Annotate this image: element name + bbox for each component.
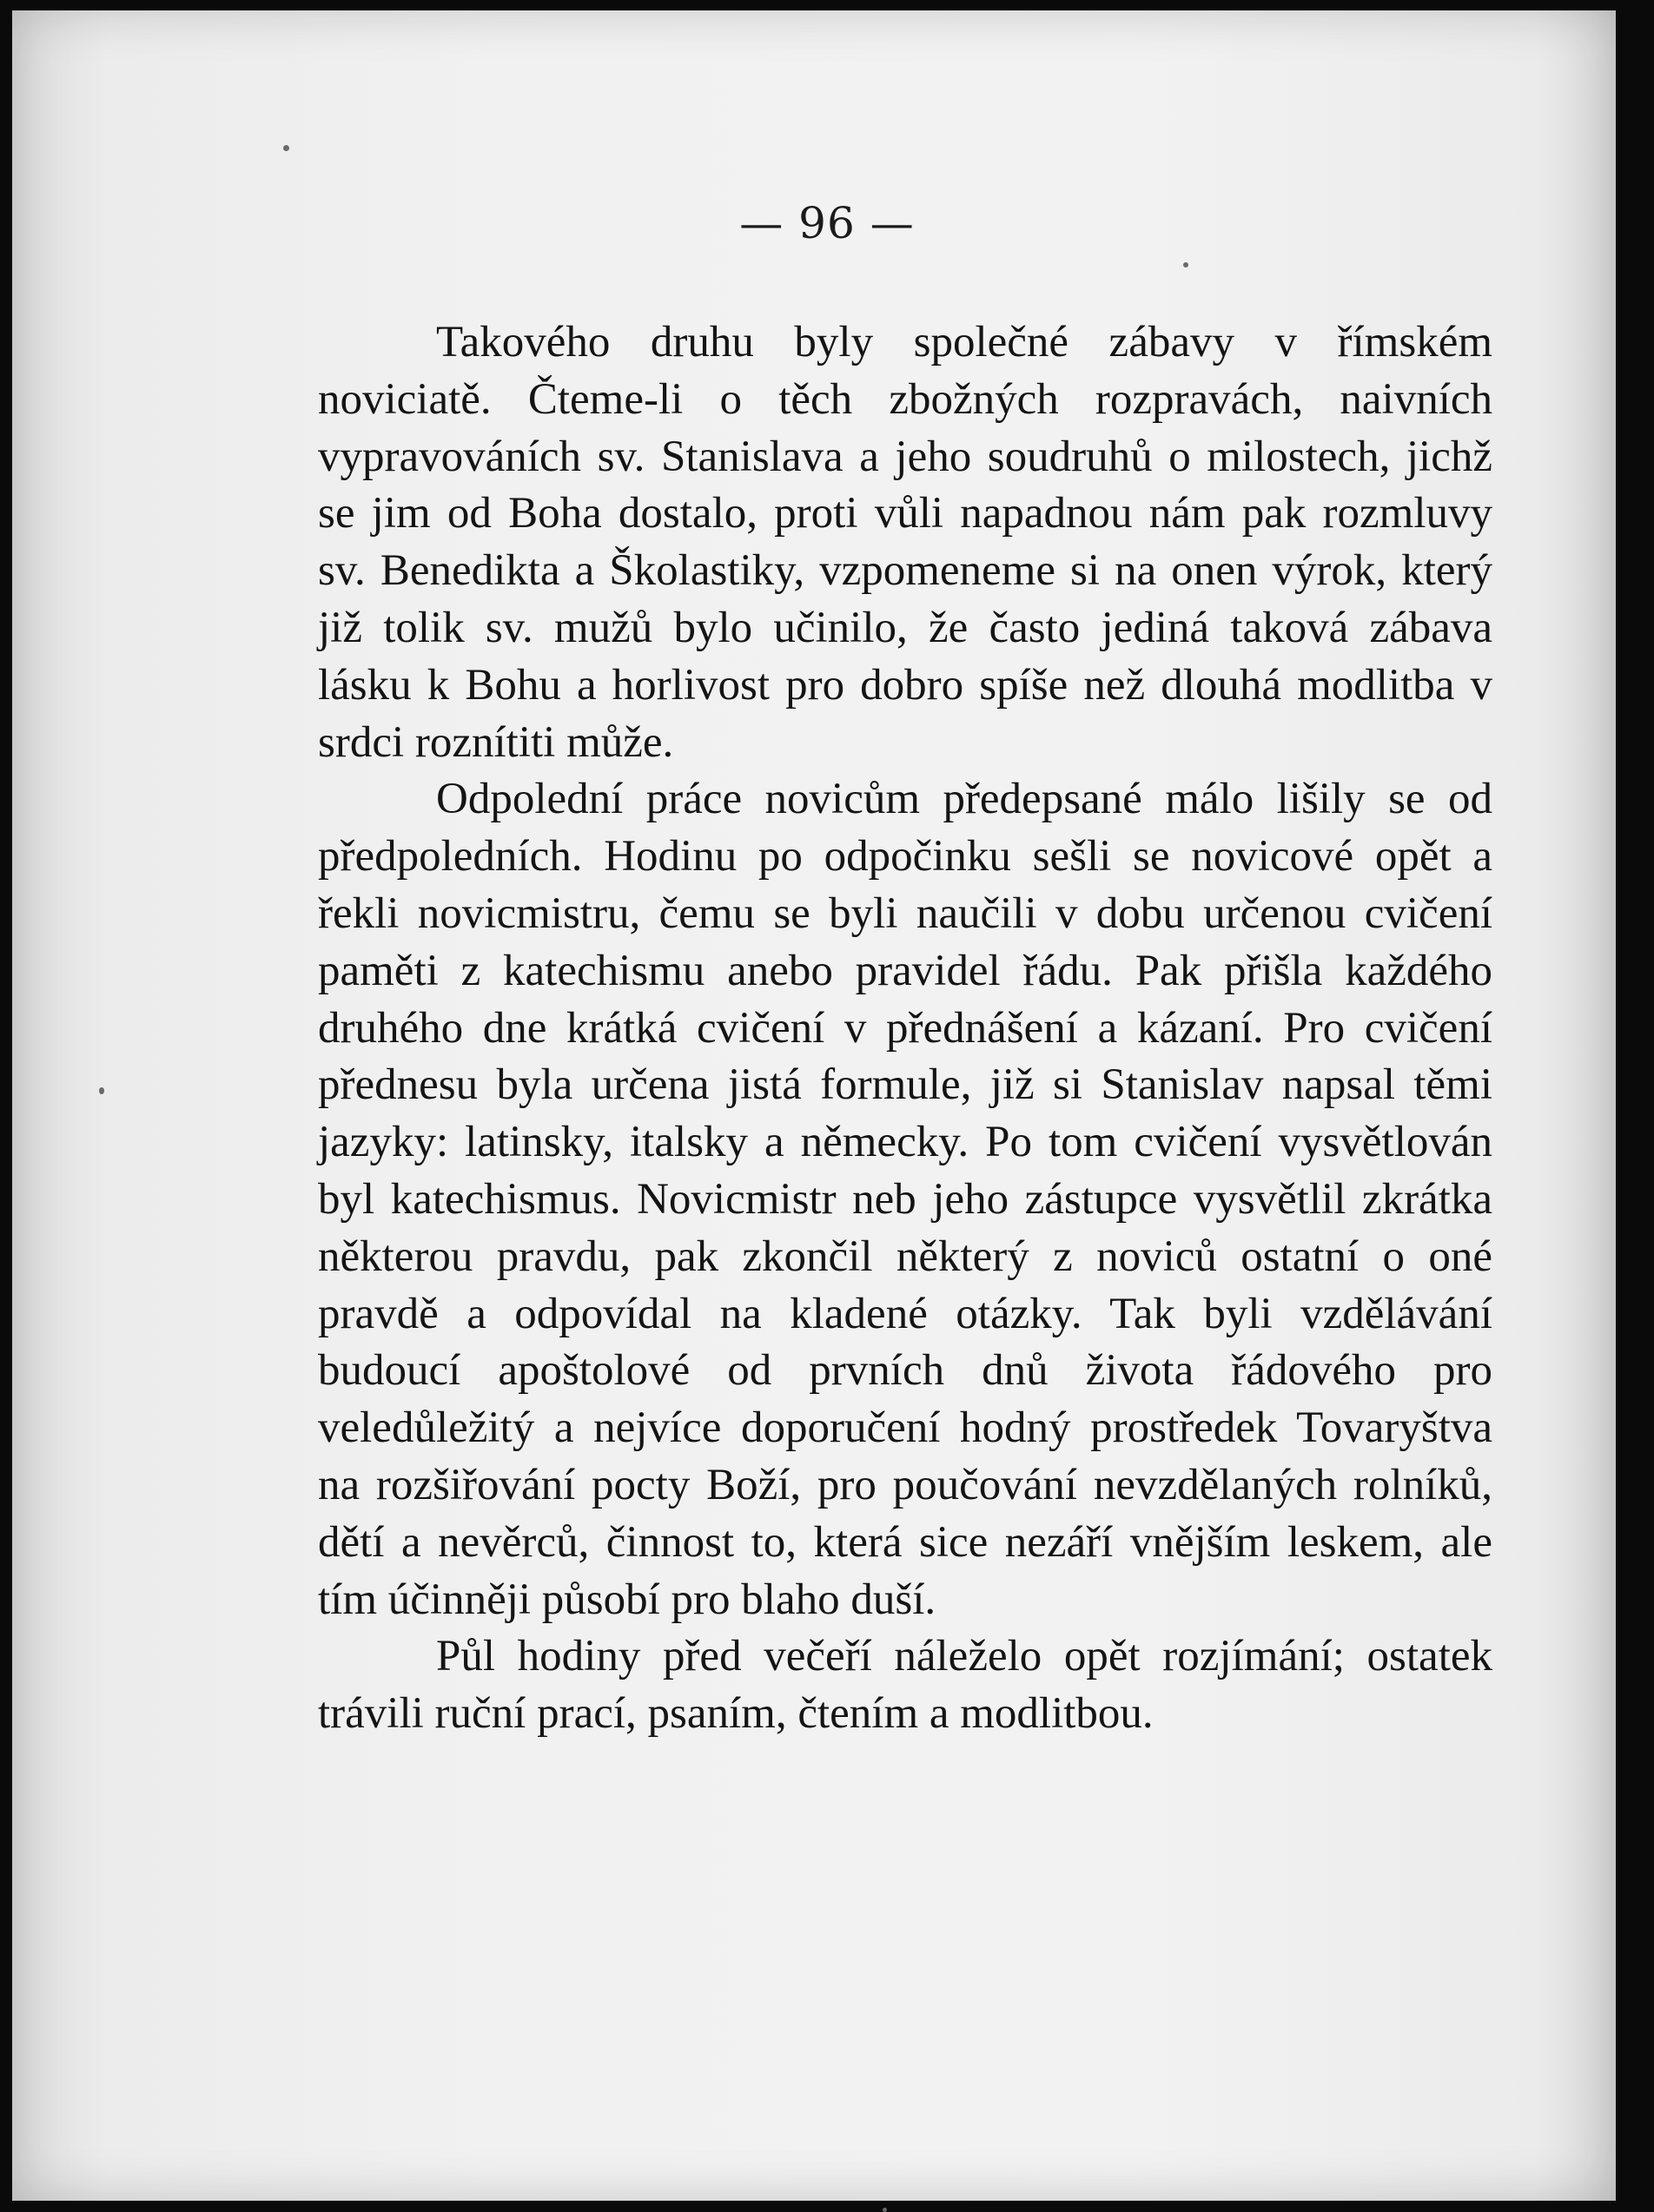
paragraph-3: Půl hodiny před večeří náleželo opět rozjímání; ostatek trávili ruční prací, psaním, čtením a modlitbou. bbox=[318, 1632, 1492, 1739]
body-text bbox=[318, 314, 1492, 1743]
paragraph-1: Takového druhu byly společné zábavy v římském noviciatě. Čteme-li o těch zbožných rozpravách, naivních vypravováních sv. Stanislava a jeho soudruhů o milostech, jichž se jim od Boha dostalo, proti vůli napadnou nám pak rozmluvy sv. Benedikta a Školastiky, vzpomeneme si na onen výrok, který již tolik sv. mužů bylo učinilo, že často jediná taková zábava lásku k Bohu a horlivost pro dobro spíše než dlouhá modlitba v srdci roznítiti může. bbox=[318, 318, 1492, 767]
paper-speck bbox=[99, 1087, 104, 1094]
paragraph-2: Odpolední práce novicům předepsané málo lišily se od předpoledních. Hodinu po odpočinku sešli se novicové opět a řekli novicmistru, čemu se byli naučili v dobu určenou cvičení paměti z katechismu anebo pravidel řádu. Pak přišla každého druhého dne krátká cvičení v přednášení a kázaní. Pro cvičení přednesu byla určena jistá formule, již si Stanislav napsal těmi jazyky: latinsky, italsky a německy. Po tom cvičení vysvětlován byl katechismus. Novicmistr neb jeho zástupce vysvětlil zkrátka některou pravdu, pak zkončil některý z noviců ostatní o oné pravdě a odpovídal na kladené otázky. Tak byli vzdělávání budoucí apoštolové od prvních dnů života řádového pro veledůležitý a nejvíce doporučení hodný prostředek Tovaryštva na rozšiřování pocty Boží, pro poučování nevzdělaných rolníků, dětí a nevěrců, činnost to, která sice nezáří vnějším leskem, ale tím účinněji působí pro blaho duší. bbox=[318, 775, 1492, 1624]
page-number: — 96 — bbox=[739, 198, 915, 248]
paper-speck bbox=[1183, 262, 1188, 267]
paper-speck bbox=[283, 145, 289, 151]
paper-speck bbox=[883, 2208, 887, 2212]
